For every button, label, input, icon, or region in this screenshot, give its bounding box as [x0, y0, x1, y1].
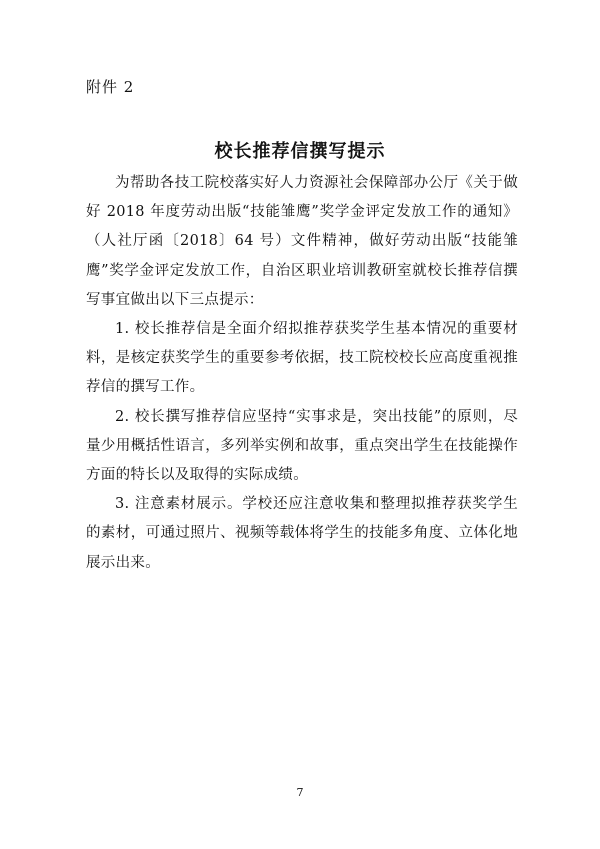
tip-paragraph-3: 3. 注意素材展示。学校还应注意收集和整理拟推荐获奖学生的素材，可通过照片、视频等载体将学生的技能多角度、立体化地展示出来。	[86, 496, 518, 571]
document-body	[86, 169, 518, 578]
tip-paragraph-2: 2. 校长撰写推荐信应坚持“实事求是，突出技能”的原则，尽量少用概括性语言，多列举实例和故事，重点突出学生在技能操作方面的特长以及取得的实际成绩。	[86, 408, 518, 484]
attachment-label: 附件 2	[86, 78, 135, 96]
intro-paragraph: 为帮助各技工院校落实好人力资源社会保障部办公厅《关于做好 2018 年度劳动出版“技能雏鹰”奖学金评定发放工作的通知》（人社厅函〔2018〕64 号）文件精神，做好劳动出版“技能雏鹰”奖学金评定发放工作，自治区职业培训教研室就校长推荐信撰写事宜做出以下三点提示：	[86, 175, 518, 308]
document-title: 校长推荐信撰写提示	[214, 141, 386, 162]
page-number: 7	[296, 786, 304, 799]
tip-paragraph-1: 1. 校长推荐信是全面介绍拟推荐获奖学生基本情况的重要材料，是核定获奖学生的重要参考依据，技工院校校长应高度重视推荐信的撰写工作。	[86, 321, 518, 396]
